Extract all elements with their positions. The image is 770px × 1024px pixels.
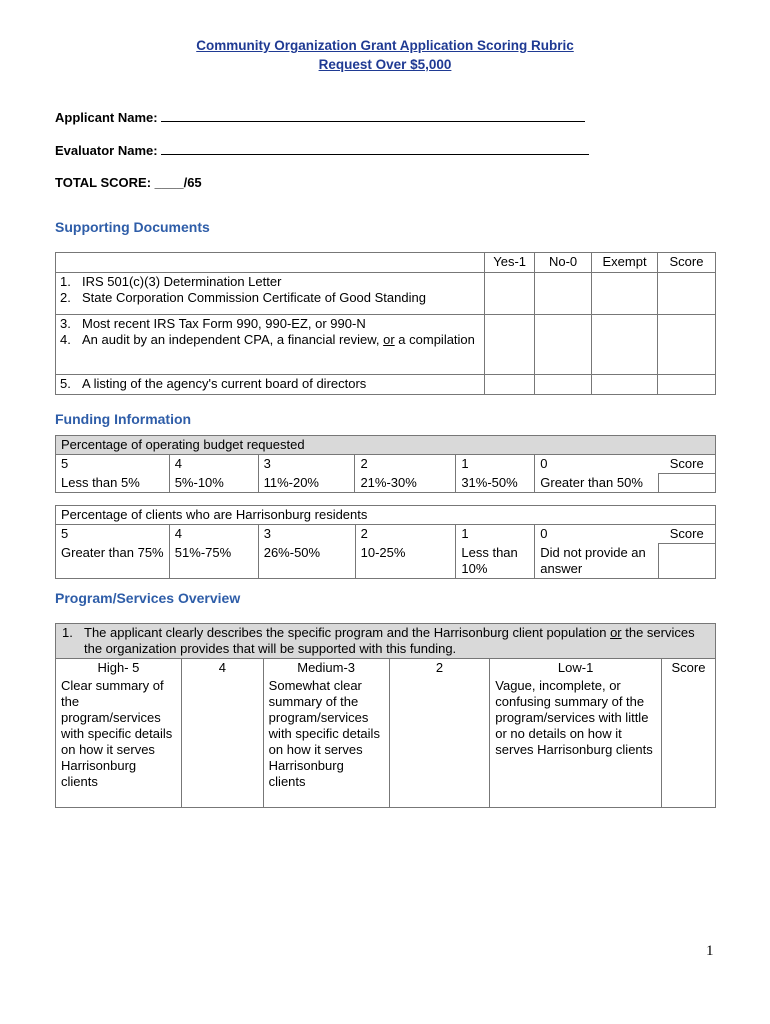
residents-score-cell[interactable] bbox=[659, 544, 716, 579]
program-score-cell[interactable] bbox=[662, 677, 716, 807]
supporting-documents-heading: Supporting Documents bbox=[55, 219, 210, 235]
docs-header-no: No-0 bbox=[535, 253, 592, 273]
list-item: 4. An audit by an independent CPA, a financial review, or a compilation bbox=[60, 332, 475, 347]
docs-cell-score[interactable] bbox=[658, 375, 716, 395]
docs-cell-no[interactable] bbox=[535, 315, 592, 375]
docs-cell-score[interactable] bbox=[658, 315, 716, 375]
residents-range-4: 51%-75% bbox=[169, 544, 258, 579]
program-services-table bbox=[55, 623, 716, 808]
total-score-label: TOTAL SCORE: ____/65 bbox=[55, 175, 202, 190]
budget-score-label: Score bbox=[659, 455, 716, 474]
docs-cell-yes[interactable] bbox=[485, 315, 535, 375]
level-low: Low-1 bbox=[490, 659, 662, 678]
residents-points-0: 0 bbox=[535, 525, 659, 544]
residents-points-2: 2 bbox=[355, 525, 456, 544]
evaluator-name-label: Evaluator Name: bbox=[55, 143, 158, 158]
evaluator-name-line[interactable] bbox=[161, 143, 589, 155]
list-item: 3. Most recent IRS Tax Form 990, 990-EZ, or 990-N bbox=[60, 316, 366, 331]
docs-row-3-4 bbox=[56, 315, 485, 375]
docs-cell-exempt[interactable] bbox=[592, 375, 658, 395]
funding-information-heading: Funding Information bbox=[55, 411, 192, 427]
docs-cell-yes[interactable] bbox=[485, 375, 535, 395]
level-medium: Medium-3 bbox=[263, 659, 389, 678]
list-item: 1. IRS 501(c)(3) Determination Letter bbox=[60, 274, 282, 289]
medium-description: Somewhat clear summary of the program/services with specific details on how it serves Harrisonburg clients bbox=[263, 677, 389, 807]
residents-points-4: 4 bbox=[169, 525, 258, 544]
docs-header-exempt: Exempt bbox=[592, 253, 658, 273]
level-score: Score bbox=[662, 659, 716, 678]
budget-range-1: 31%-50% bbox=[456, 474, 535, 493]
budget-range-0: Greater than 50% bbox=[535, 474, 659, 493]
budget-points-4: 4 bbox=[169, 455, 258, 474]
docs-row-5 bbox=[56, 375, 485, 395]
residents-points-5: 5 bbox=[56, 525, 170, 544]
docs-row-1-2 bbox=[56, 273, 485, 315]
budget-points-1: 1 bbox=[456, 455, 535, 474]
budget-range-3: 11%-20% bbox=[258, 474, 355, 493]
high-description: Clear summary of the program/services with specific details on how it serves Harrisonburg clients bbox=[56, 677, 182, 807]
list-item: 2. State Corporation Commission Certificate of Good Standing bbox=[60, 290, 426, 305]
residents-score-label: Score bbox=[659, 525, 716, 544]
applicant-name-line[interactable] bbox=[161, 110, 585, 122]
budget-points-2: 2 bbox=[355, 455, 456, 474]
budget-requested-table bbox=[55, 435, 716, 493]
program-question: 1. The applicant clearly describes the specific program and the Harrisonburg client population or the services the organization provides that will be supported with this funding. bbox=[56, 624, 716, 659]
level-2: 2 bbox=[389, 659, 490, 678]
page-number: 1 bbox=[706, 943, 714, 959]
budget-range-2: 21%-30% bbox=[355, 474, 456, 493]
applicant-name-label: Applicant Name: bbox=[55, 110, 158, 125]
level-4: 4 bbox=[181, 659, 263, 678]
program-services-heading: Program/Services Overview bbox=[55, 590, 241, 606]
residents-range-0: Did not provide an answer bbox=[535, 544, 659, 579]
residents-table bbox=[55, 505, 716, 579]
level-2-cell bbox=[389, 677, 490, 807]
docs-cell-yes[interactable] bbox=[485, 273, 535, 315]
residents-range-5: Greater than 75% bbox=[56, 544, 170, 579]
docs-header-score: Score bbox=[658, 253, 716, 273]
docs-header-blank bbox=[56, 253, 485, 273]
supporting-documents-table bbox=[55, 252, 716, 395]
document-title: Community Organization Grant Application Scoring Rubric bbox=[196, 38, 574, 53]
docs-header-yes: Yes-1 bbox=[485, 253, 535, 273]
low-description: Vague, incomplete, or confusing summary of the program/services with little or no details on how it serves Harrisonburg clients bbox=[490, 677, 662, 807]
docs-cell-exempt[interactable] bbox=[592, 273, 658, 315]
list-item: 5. A listing of the agency's current board of directors bbox=[60, 376, 367, 391]
budget-range-4: 5%-10% bbox=[169, 474, 258, 493]
level-high: High- 5 bbox=[56, 659, 182, 678]
residents-caption: Percentage of clients who are Harrisonburg residents bbox=[56, 506, 716, 525]
residents-points-3: 3 bbox=[258, 525, 355, 544]
budget-points-3: 3 bbox=[258, 455, 355, 474]
residents-range-3: 26%-50% bbox=[258, 544, 355, 579]
docs-cell-no[interactable] bbox=[535, 375, 592, 395]
budget-points-0: 0 bbox=[535, 455, 659, 474]
budget-points-5: 5 bbox=[56, 455, 170, 474]
docs-cell-score[interactable] bbox=[658, 273, 716, 315]
residents-range-2: 10-25% bbox=[355, 544, 456, 579]
level-4-cell bbox=[181, 677, 263, 807]
budget-range-5: Less than 5% bbox=[56, 474, 170, 493]
docs-cell-no[interactable] bbox=[535, 273, 592, 315]
residents-range-1: Less than 10% bbox=[456, 544, 535, 579]
residents-points-1: 1 bbox=[456, 525, 535, 544]
docs-cell-exempt[interactable] bbox=[592, 315, 658, 375]
applicant-name-field[interactable] bbox=[55, 110, 585, 125]
budget-score-cell[interactable] bbox=[659, 474, 716, 493]
budget-caption: Percentage of operating budget requested bbox=[56, 436, 716, 455]
evaluator-name-field[interactable] bbox=[55, 143, 589, 158]
document-subtitle: Request Over $5,000 bbox=[318, 57, 452, 72]
